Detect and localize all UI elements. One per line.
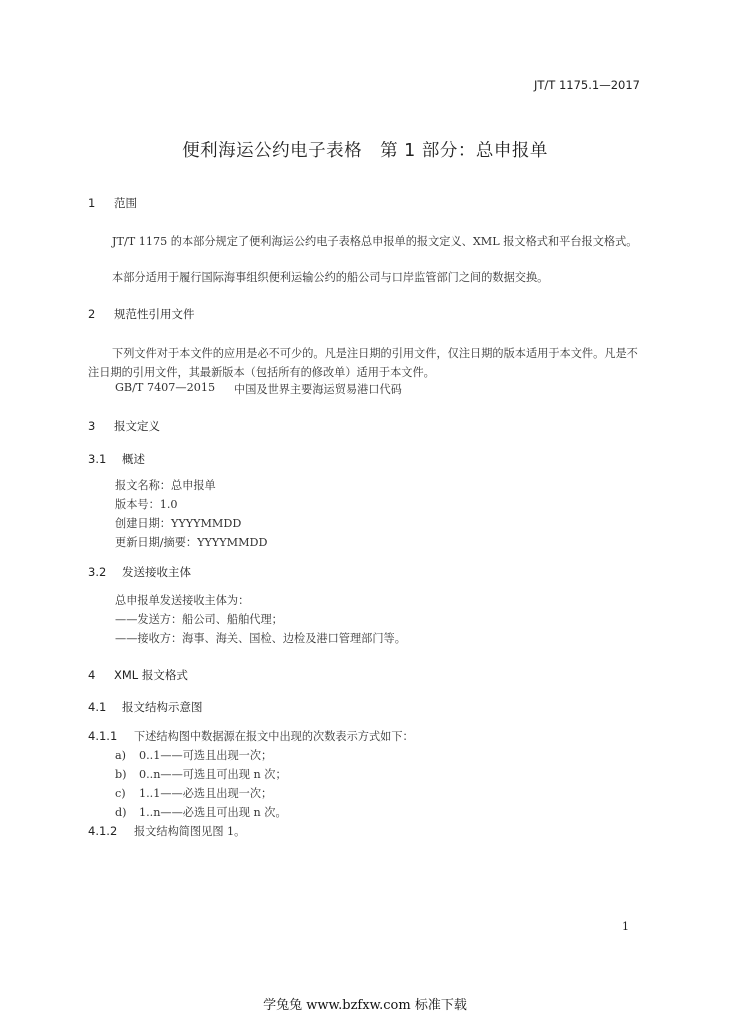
section-number: 3.1 [88,452,107,466]
list-item [115,766,287,782]
parties-intro-line: 总申报单发送接收主体为： [115,594,250,607]
section-3-1-heading [88,451,145,467]
section-title: XML 报文格式 [114,668,188,682]
section-number: 4.1.1 [88,729,118,743]
section-number: 4 [88,668,96,682]
reference-code: GB/T 7407—2015 [115,381,216,394]
normative-references-paragraph: 下列文件对于本文件的应用是必不可少的。凡是注日期的引用文件，仅注日期的版本适用于本文件。凡是不注日期的引用文件，其最新版本（包括所有的修改单）适用于本文件。 [88,347,638,379]
section-4-1-1 [88,728,414,744]
section-4-heading [88,667,188,683]
list-label: b) [115,768,127,781]
section-4-1-heading [88,699,203,715]
section-text: 报文结构简图见图 1。 [134,825,246,838]
scope-paragraph-2: 本部分适用于履行国际海事组织便利运输公约的船公司与口岸监管部门之间的数据交换。 [112,271,549,284]
list-text: 0..1——可选且出现一次； [139,749,273,762]
list-text: 1..1——必选且出现一次； [139,787,273,800]
updated-date-line: 更新日期/摘要：YYYYMMDD [115,536,268,549]
section-text: 下述结构图中数据源在报文中出现的次数表示方式如下： [134,730,414,743]
section-title: 报文结构示意图 [122,700,203,714]
sender-line: ——发送方：船公司、船舶代理； [115,613,283,626]
list-text: 0..n——可选且可出现 n 次； [139,768,287,781]
section-title: 范围 [114,196,137,210]
document-title: 便利海运公约电子表格 第 1 部分：总申报单 [182,141,548,161]
section-title: 报文定义 [114,419,160,433]
list-item [115,804,287,820]
section-number: 1 [88,196,96,210]
list-label: a) [115,749,127,762]
section-number: 3 [88,419,96,433]
list-label: c) [115,787,126,800]
footer-watermark: 学兔兔 www.bzfxw.com 标准下载 [263,998,467,1013]
list-item [115,785,272,801]
section-1-heading [88,195,137,211]
version-line: 版本号：1.0 [115,498,178,511]
section-3-heading [88,418,160,434]
section-3-2-heading [88,564,191,580]
created-date-line: 创建日期：YYYYMMDD [115,517,242,530]
section-number: 3.2 [88,565,107,579]
list-label: d) [115,806,127,819]
section-number: 2 [88,307,96,321]
section-title: 发送接收主体 [122,565,191,579]
section-title: 规范性引用文件 [114,307,195,321]
section-2-heading [88,306,195,322]
section-number: 4.1.2 [88,824,118,838]
section-number: 4.1 [88,700,107,714]
page-number: 1 [622,920,629,933]
reference-title: 中国及世界主要海运贸易港口代码 [234,383,402,396]
receiver-line: ——接收方：海事、海关、国检、边检及港口管理部门等。 [115,632,406,645]
standard-number: JT/T 1175.1—2017 [534,78,640,92]
message-name-line: 报文名称：总申报单 [115,479,216,492]
list-item [115,747,272,763]
section-4-1-2 [88,823,245,839]
scope-paragraph-1: JT/T 1175 的本部分规定了便利海运公约电子表格总申报单的报文定义、XML 报文格式和平台报文格式。 [112,235,638,248]
section-title: 概述 [122,452,145,466]
list-text: 1..n——必选且可出现 n 次。 [139,806,287,819]
